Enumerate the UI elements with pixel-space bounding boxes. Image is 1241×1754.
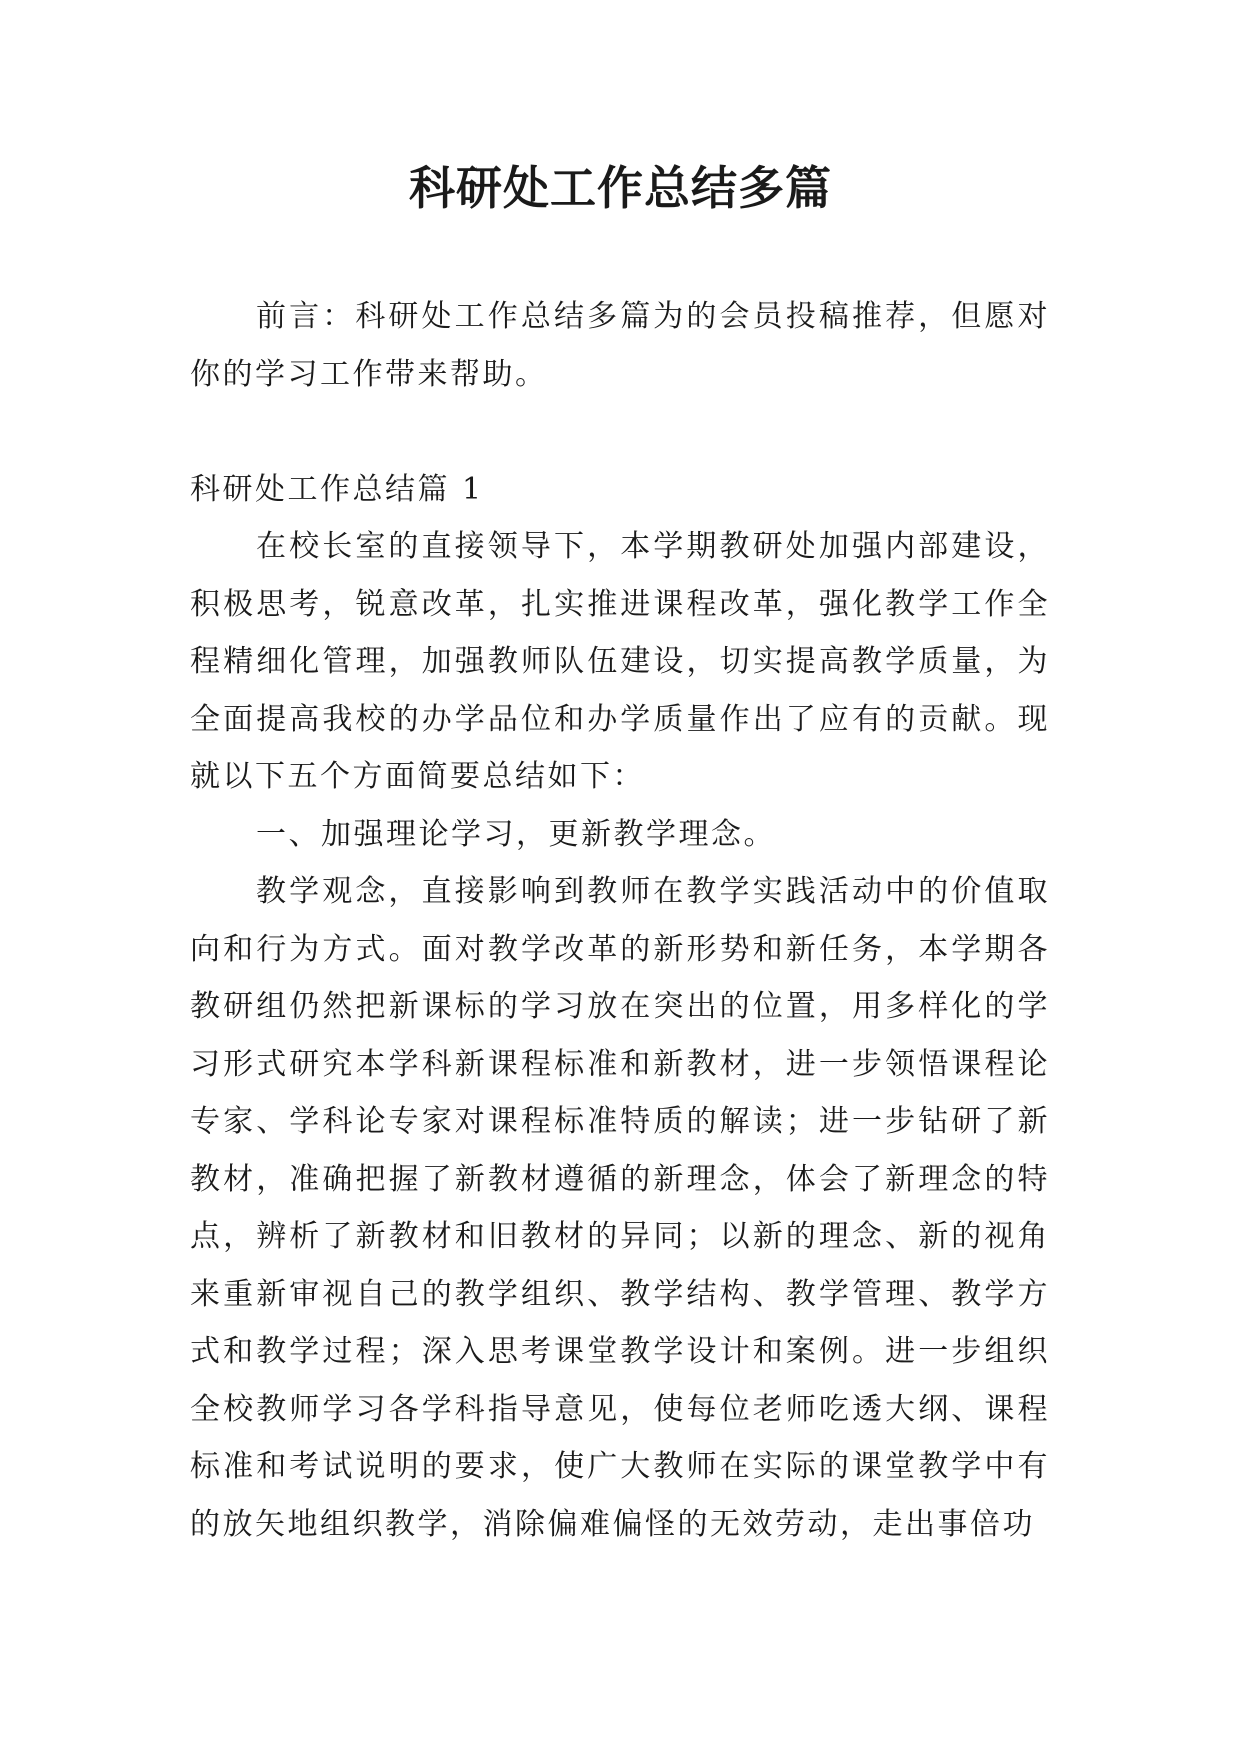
preface-paragraph: 前言：科研处工作总结多篇为的会员投稿推荐，但愿对你的学习工作带来帮助。	[190, 299, 1050, 392]
body-paragraph: 在校长室的直接领导下，本学期教研处加强内部建设，积极思考，锐意改革，扎实推进课程改革，强化教学工作全程精细化管理，加强教师队伍建设，切实提高教学质量，为全面提高我校的办学品位和办学质量作出了应有的贡献。现就以下五个方面简要总结如下：	[190, 529, 1050, 794]
body-paragraph: 教学观念，直接影响到教师在教学实践活动中的价值取向和行为方式。面对教学改革的新形势和新任务，本学期各教研组仍然把新课标的学习放在突出的位置，用多样化的学习形式研究本学科新课程标准和新教材，进一步领悟课程论专家、学科论专家对课程标准特质的解读；进一步钻研了新教材，准确把握了新教材遵循的新理念，体会了新理念的特点，辨析了新教材和旧教材的异同；以新的理念、新的视角来重新审视自己的教学组织、教学结构、教学管理、教学方式和教学过程；深入思考课堂教学设计和案例。进一步组织全校教师学习各学科指导意见，使每位老师吃透大纲、课程标准和考试说明的要求，使广大教师在实际的课堂教学中有的放矢地组织教学，消除偏难偏怪的无效劳动，走出事倍功	[190, 874, 1050, 1542]
subheading-paragraph: 一、加强理论学习，更新教学理念。	[256, 816, 776, 852]
blank-line	[190, 403, 1050, 461]
document-title: 科研处工作总结多篇	[409, 161, 832, 215]
document-body	[190, 288, 1050, 1553]
section-heading: 科研处工作总结篇 1	[190, 471, 484, 507]
